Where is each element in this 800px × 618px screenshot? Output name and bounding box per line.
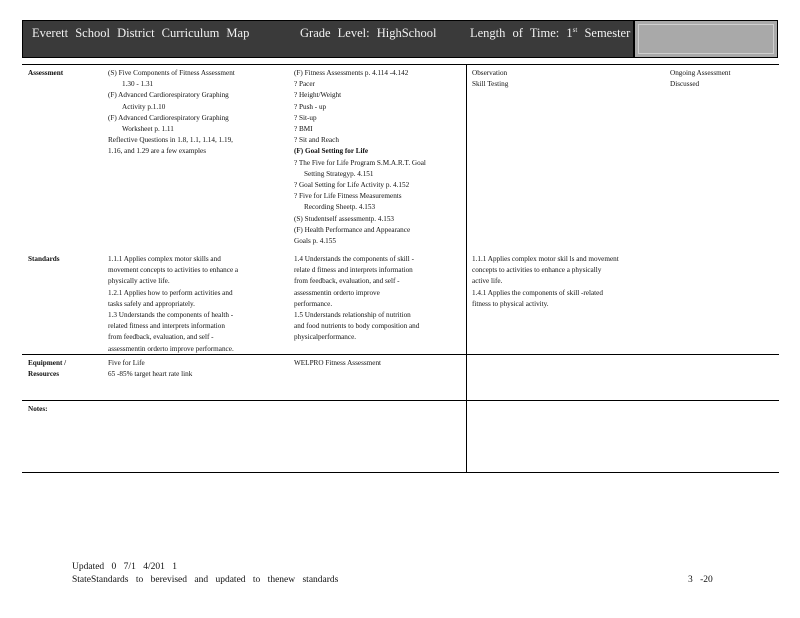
column-divider [466,64,467,472]
length-of-time: Length of Time: 1st Semester [470,26,631,41]
standards-col1: 1.1.1 Applies complex motor skills and movement concepts to activities to enhance a physically active life. 1.2.1 Applies how to perform activities and tasks safely and appropriately. 1.3 Understands the components of health - related fitness and interprets information from feedback, evaluation, and self - assessmentin orderto improve performance. [108,255,239,353]
district-title: Everett School District Curriculum Map [32,26,250,40]
standards-col2: 1.4 Understands the components of skill - relate d fitness and interprets information from feedback, evaluation, and self - assessmentin orderto improve performance. 1.5 Understands relationship of nutrition and food nutrients to body composition and physicalperformance. [294,255,420,342]
standards-col3: 1.1.1 Applies complex motor skil ls and movement concepts to activities to enhance a physically active life. 1.4.1 Applies the components of skill -related fitness to physical activity. [472,255,619,308]
row-label-equipment: Equipment / Resources [28,359,67,379]
equipment-col2: WELPRO Fitness Assessment [294,359,382,367]
page-number: 3 -20 [688,575,713,585]
row-label-assessment: Assessment [28,69,64,77]
table-top-rule [22,64,779,65]
row-label-standards: Standards [28,255,60,263]
assessment-col3: Observation Skill Testing [472,69,509,89]
grade-level: Grade Level: HighSchool [300,26,437,40]
header-gray-box [634,20,778,58]
table-bottom-rule [22,472,779,473]
footer-note: StateStandards to berevised and updated to thenew standards [72,575,339,585]
assessment-col4: Ongoing Assessment Discussed [670,69,731,89]
equipment-col1: Five for Life 65 -85% target heart rate link [108,359,193,379]
footer-updated: Updated 0 7/1 4/201 1 [72,562,177,572]
assessment-col2: (F) Fitness Assessments p. 4.114 -4.142 ? Pacer ? Height/Weight ? Push - up ? Sit-up ? BMI ? Sit and Reach (F) Goal Setting for Life ? The Five for Life Program S.M.A.R.T. Goal Setting Strategyp. 4.151 ? Goal Setting for Life Activity p. 4.152 ? Five for Life Fitness Measurements Recording Sheetp. 4.153 (S) Studentself assessmentp. 4.153 (F) Health Performance and Appearance Goals p. 4.155 [294,69,426,246]
assessment-col1: (S) Five Components of Fitness Assessment 1.30 - 1.31 (F) Advanced Cardiorespiratory Graphing Activity p.1.10 (F) Advanced Cardiorespiratory Graphing Worksheet p. 1.11 Reflective Questions in 1.8, 1.1, 1.14, 1.19, 1.16, and 1.29 are a few examples [108,69,235,156]
row-label-notes: Notes: [28,405,48,413]
row-divider [22,400,779,401]
